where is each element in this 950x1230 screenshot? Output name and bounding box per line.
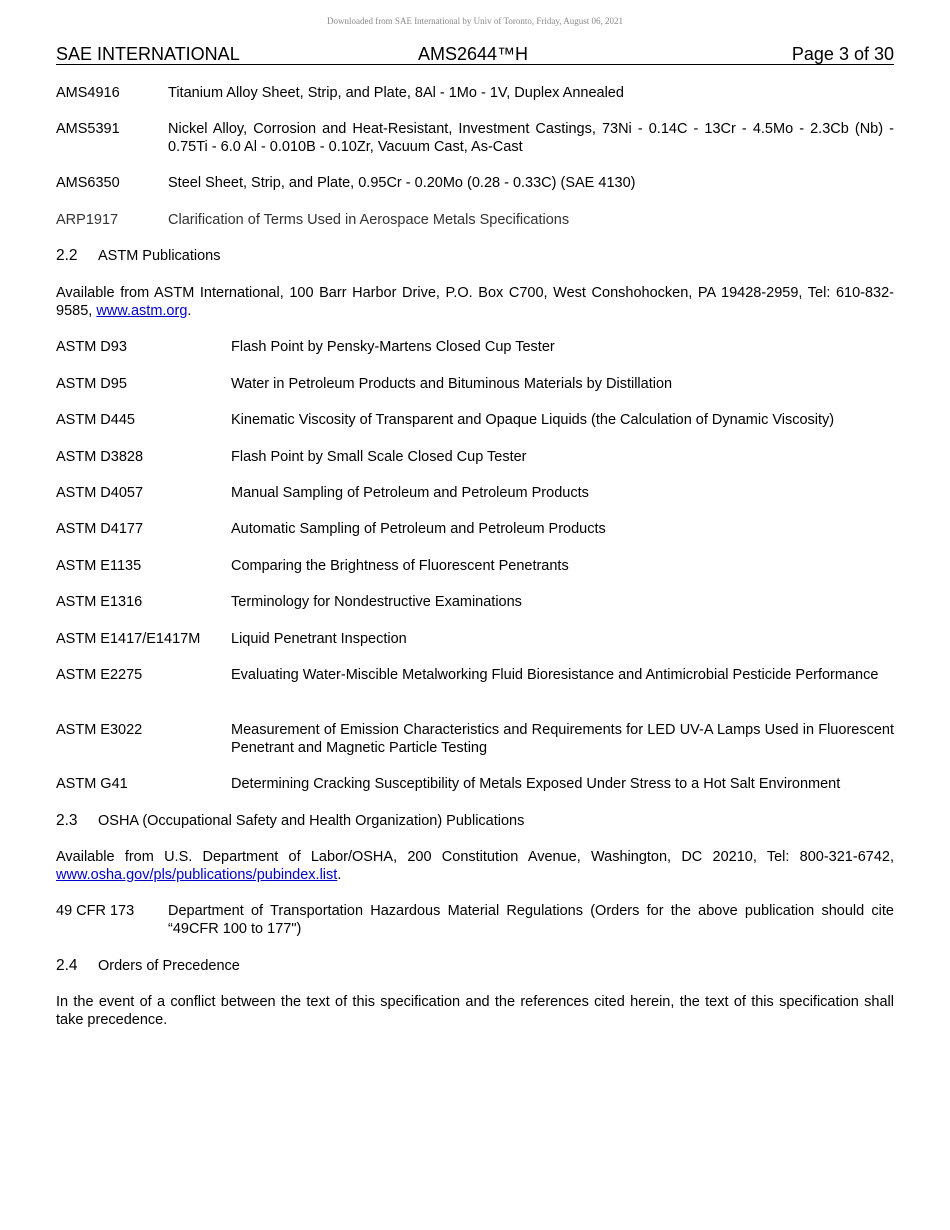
punctuation: . xyxy=(337,867,342,883)
reference-code: ASTM E1135 xyxy=(56,558,142,574)
section-number: 2.4 xyxy=(56,957,78,974)
punctuation: . xyxy=(187,303,192,319)
reference-code: ASTM G41 xyxy=(56,776,128,792)
reference-title: Flash Point by Pensky-Martens Closed Cup Tester xyxy=(231,339,555,355)
reference-code: ASTM D4057 xyxy=(56,485,144,501)
section-title: OSHA (Occupational Safety and Health Organization) Publications xyxy=(98,813,525,829)
availability-text: Available from ASTM International, 100 Barr Harbor Drive, P.O. Box C700, West Conshohocken, PA 19428-2959, Tel: 610-832-9585, xyxy=(56,285,894,319)
reference-code: ASTM E1417/E1417M xyxy=(56,631,201,647)
reference-code: ASTM D4177 xyxy=(56,521,144,537)
reference-title: Water in Petroleum Products and Bituminous Materials by Distillation xyxy=(231,376,673,392)
reference-code: ASTM E3022 xyxy=(56,722,143,738)
osha-website-link[interactable]: www.osha.gov/pls/publications/pubindex.list xyxy=(56,867,338,883)
reference-code: ARP1917 xyxy=(56,212,119,228)
reference-code: AMS5391 xyxy=(56,121,120,137)
reference-title: Manual Sampling of Petroleum and Petroleum Products xyxy=(231,485,589,501)
reference-title: Titanium Alloy Sheet, Strip, and Plate, 8Al - 1Mo - 1V, Duplex Annealed xyxy=(168,85,624,101)
reference-code: 49 CFR 173 xyxy=(56,903,135,919)
reference-code: ASTM D445 xyxy=(56,412,135,428)
section-number: 2.3 xyxy=(56,812,78,829)
astm-website-link[interactable]: www.astm.org xyxy=(96,303,188,319)
reference-code: ASTM D3828 xyxy=(56,449,144,465)
availability-text: Available from U.S. Department of Labor/OSHA, 200 Constitution Avenue, Washington, DC 20210, Tel: 800-321-6742, xyxy=(56,849,894,865)
reference-title: Flash Point by Small Scale Closed Cup Tester xyxy=(231,449,527,465)
reference-title: Nickel Alloy, Corrosion and Heat-Resistant, Investment Castings, 73Ni - 0.14C - 13Cr - 4.5Mo - 2.3Cb (Nb) - 0.75Ti - 6.0 Al - 0.010B - 0.10Zr, Vacuum Cast, As-Cast xyxy=(168,121,894,155)
reference-title: Liquid Penetrant Inspection xyxy=(231,631,407,647)
reference-title: Evaluating Water-Miscible Metalworking Fluid Bioresistance and Antimicrobial Pesticide Performance xyxy=(231,667,879,683)
precedence-paragraph: In the event of a conflict between the text of this specification and the references cited herein, the text of this specification shall take precedence. xyxy=(56,994,894,1028)
reference-title: Comparing the Brightness of Fluorescent Penetrants xyxy=(231,558,569,574)
reference-title: Terminology for Nondestructive Examinations xyxy=(231,594,522,610)
section-title: Orders of Precedence xyxy=(98,958,240,974)
reference-title: Automatic Sampling of Petroleum and Petroleum Products xyxy=(231,521,606,537)
availability-paragraph xyxy=(56,848,894,884)
reference-code: ASTM E2275 xyxy=(56,667,143,683)
section-title: ASTM Publications xyxy=(98,248,221,264)
header-doc-number: AMS2644™H xyxy=(418,44,529,64)
reference-title: Department of Transportation Hazardous Material Regulations (Orders for the above publication should cite “49CFR 100 to 177") xyxy=(168,903,894,937)
header-page-number: Page 3 of 30 xyxy=(791,44,894,64)
availability-paragraph xyxy=(56,284,894,320)
reference-title: Determining Cracking Susceptibility of Metals Exposed Under Stress to a Hot Salt Environment xyxy=(231,776,841,792)
reference-title: Steel Sheet, Strip, and Plate, 0.95Cr - 0.20Mo (0.28 - 0.33C) (SAE 4130) xyxy=(168,175,636,191)
reference-title: Clarification of Terms Used in Aerospace Metals Specifications xyxy=(168,212,570,228)
reference-code: AMS4916 xyxy=(56,85,120,101)
reference-code: AMS6350 xyxy=(56,175,120,191)
reference-code: ASTM D95 xyxy=(56,376,127,392)
reference-code: ASTM E1316 xyxy=(56,594,143,610)
reference-code: ASTM D93 xyxy=(56,339,127,355)
section-number: 2.2 xyxy=(56,247,78,264)
header-org: SAE INTERNATIONAL xyxy=(56,44,240,64)
reference-title: Kinematic Viscosity of Transparent and Opaque Liquids (the Calculation of Dynamic Viscosity) xyxy=(231,412,835,428)
reference-title: Measurement of Emission Characteristics and Requirements for LED UV-A Lamps Used in Fluorescent Penetrant and Magnetic Particle Testing xyxy=(231,722,894,756)
page-header xyxy=(56,44,894,65)
download-note: Downloaded from SAE International by Univ of Toronto, Friday, August 06, 2021 xyxy=(326,16,624,26)
